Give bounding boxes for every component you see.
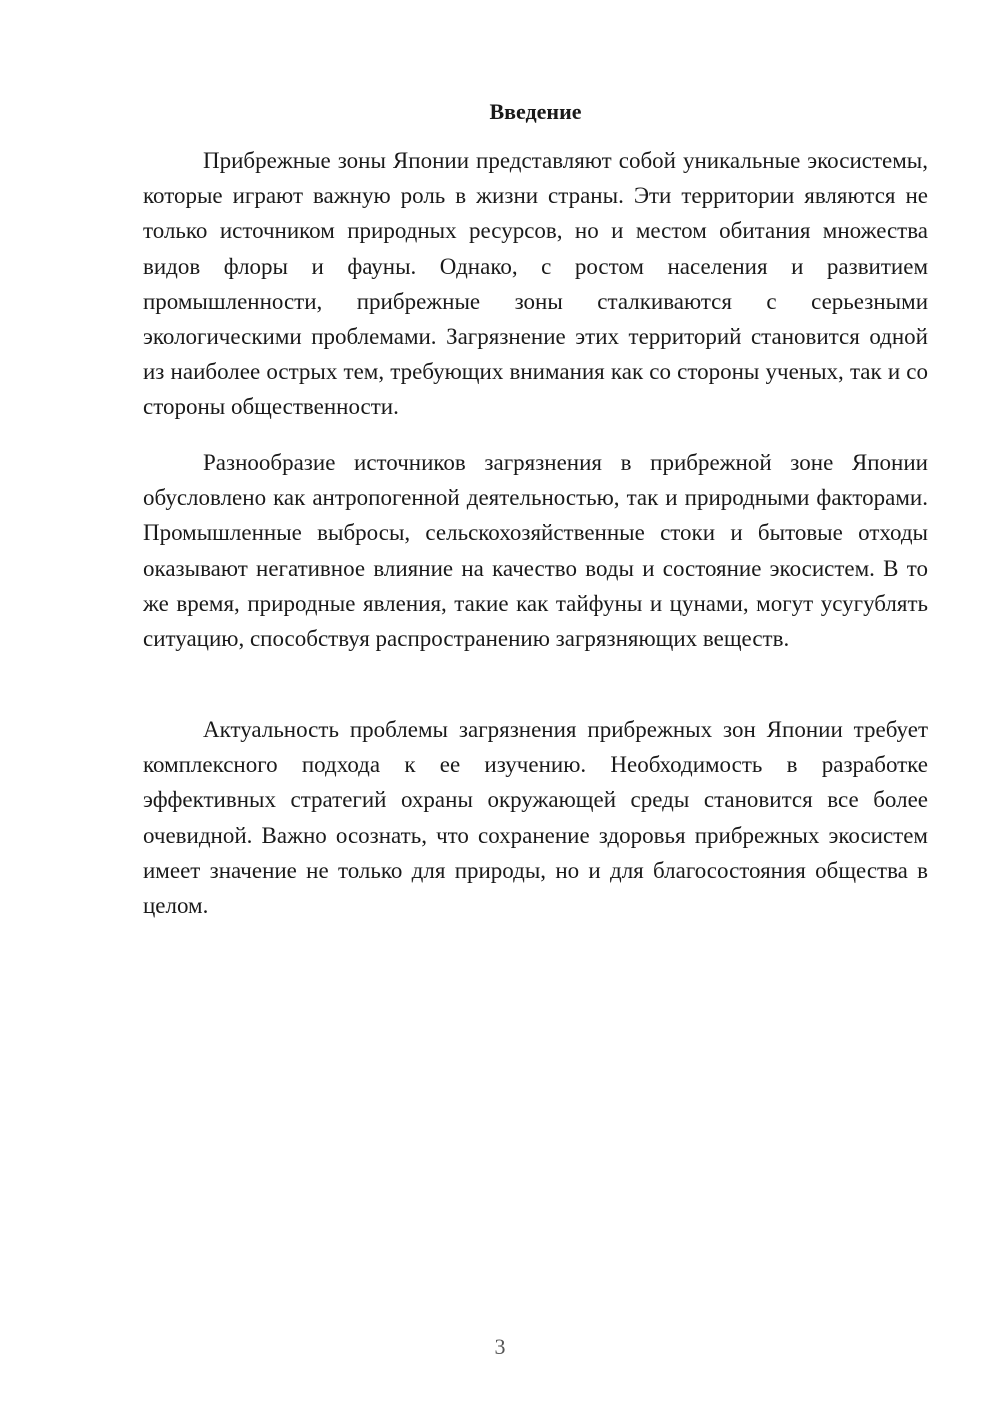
paragraph-3: Актуальность проблемы загрязнения прибрежных зон Японии требует комплексного подхода к ее изучению. Необходимость в разработке эффективных стратегий охраны окружающей среды становится все более очевидной. Важно осознать, что сохранение здоровья прибрежных экосистем имеет значение не только для природы, но и для благосостояния общества в целом. — [143, 717, 928, 919]
paragraph-1: Прибрежные зоны Японии представляют собой уникальные экосистемы, которые играют важную роль в жизни страны. Эти территории являются не только источником природных ресурсов, но и местом обитания множества видов флоры и фауны. Однако, с ростом населения и развитием промышленности, прибрежные зоны сталкиваются с серьезными экологическими проблемами. Загрязнение этих территорий становится одной из наиболее острых тем, требующих внимания как со стороны ученых, так и со стороны общественности. — [143, 148, 928, 420]
page-number: 3 — [494, 1334, 506, 1359]
section-heading: Введение — [489, 99, 582, 124]
paragraph-2: Разнообразие источников загрязнения в прибрежной зоне Японии обусловлено как антропогенной деятельностью, так и природными факторами. Промышленные выбросы, сельскохозяйственные стоки и бытовые отходы оказывают негативное влияние на качество воды и состояние экосистем. В то же время, природные явления, такие как тайфуны и цунами, могут усугублять ситуацию, способствуя распространению загрязняющих веществ. — [143, 450, 928, 652]
